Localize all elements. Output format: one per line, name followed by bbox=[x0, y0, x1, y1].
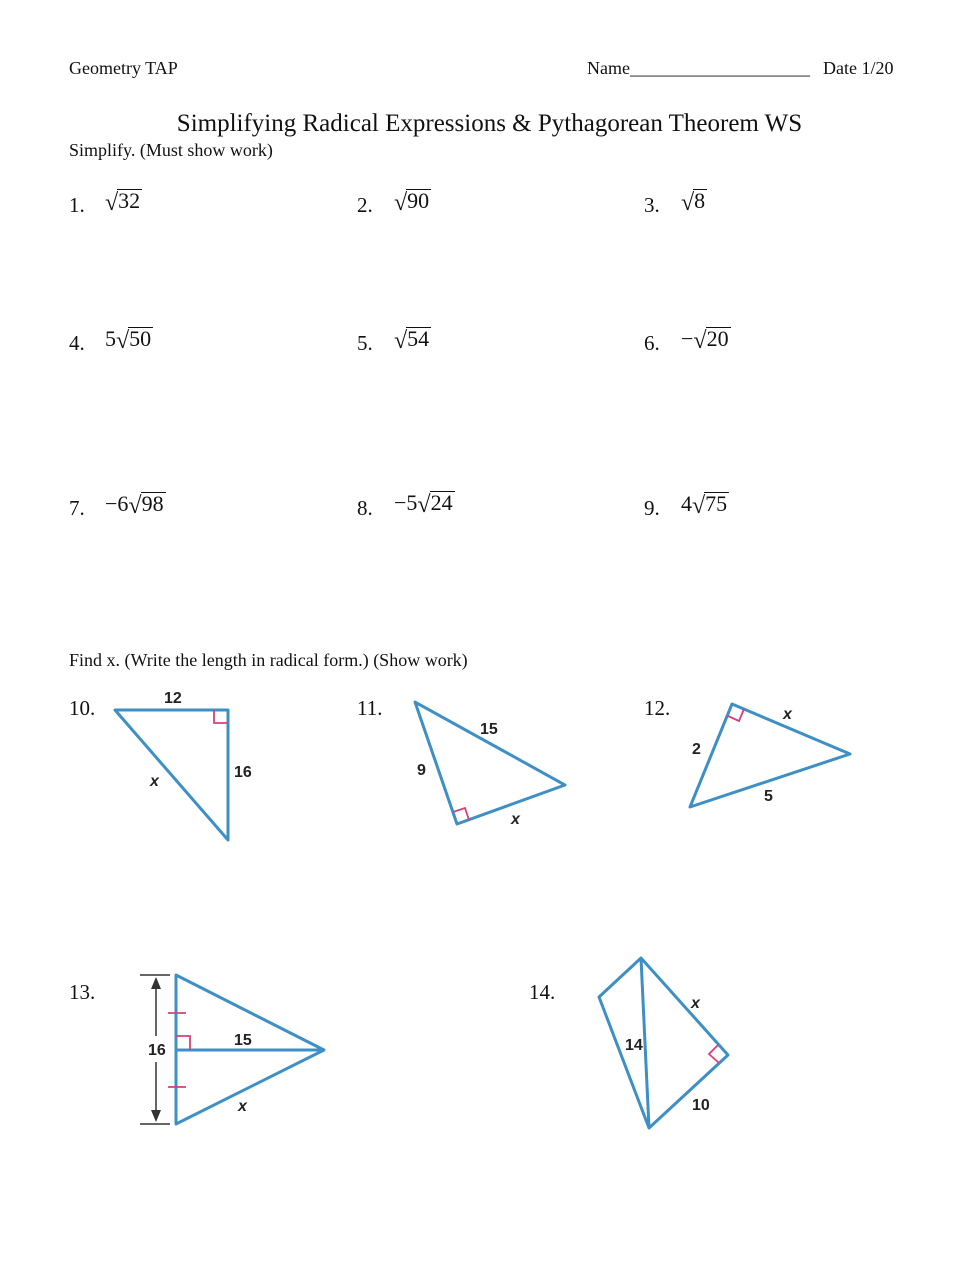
sqrt-symbol: √ bbox=[105, 190, 119, 216]
worksheet-title: Simplifying Radical Expressions & Pythagorean Theorem WS bbox=[176, 110, 803, 137]
sqrt-symbol: √ bbox=[681, 190, 695, 216]
sqrt-symbol: √ bbox=[417, 492, 431, 518]
radicand: 90 bbox=[407, 188, 430, 213]
sqrt-symbol: √ bbox=[692, 493, 706, 519]
side-label: 14 bbox=[625, 1037, 643, 1054]
name-field[interactable]: Name____________________ bbox=[587, 58, 810, 78]
side-label: 2 bbox=[692, 741, 701, 758]
side-label: x bbox=[691, 995, 700, 1012]
coefficient: 4 bbox=[681, 491, 692, 516]
triangle-figure-12 bbox=[690, 704, 850, 807]
problem-number: 6. bbox=[644, 331, 660, 355]
arrow-up-icon bbox=[151, 977, 161, 989]
triangle-outline bbox=[115, 710, 228, 840]
sqrt-symbol: √ bbox=[394, 328, 408, 354]
findx-instruction: Find x. (Write the length in radical form.) (Show work) bbox=[69, 650, 468, 670]
side-label: 16 bbox=[148, 1042, 166, 1059]
radicand: 54 bbox=[407, 326, 430, 351]
problem-number: 7. bbox=[69, 496, 85, 520]
problem-number: 5. bbox=[357, 331, 373, 355]
radicand: 32 bbox=[118, 188, 141, 213]
side-label: x bbox=[150, 773, 159, 790]
radicand: 50 bbox=[129, 326, 152, 351]
coefficient: 5 bbox=[105, 326, 116, 351]
quadrilateral-figure-14 bbox=[599, 958, 728, 1128]
problem-number: 2. bbox=[357, 193, 373, 217]
side-label: 9 bbox=[417, 762, 426, 779]
problem-number: 9. bbox=[644, 496, 660, 520]
coefficient: −6 bbox=[105, 491, 129, 516]
side-label: x bbox=[783, 706, 792, 723]
radicand: 98 bbox=[141, 491, 164, 516]
radicand: 75 bbox=[705, 491, 728, 516]
problem-number: 3. bbox=[644, 193, 660, 217]
problem-number: 1. bbox=[69, 193, 85, 217]
right-angle-mark bbox=[709, 1045, 719, 1063]
triangle-figure-11 bbox=[415, 702, 565, 828]
side-label: 5 bbox=[764, 788, 773, 805]
sqrt-symbol: √ bbox=[693, 328, 707, 354]
radicand: 8 bbox=[694, 188, 706, 213]
problem-number: 14. bbox=[529, 980, 556, 1004]
triangle-figure-10 bbox=[115, 690, 252, 840]
problem-number: 10. bbox=[69, 696, 96, 720]
arrow-down-icon bbox=[151, 1110, 161, 1122]
problem-number: 13. bbox=[69, 980, 96, 1004]
problem-number: 12. bbox=[644, 696, 671, 720]
course-name: Geometry TAP bbox=[69, 58, 178, 78]
side-label: x bbox=[238, 1098, 247, 1115]
radicand: 24 bbox=[430, 490, 453, 515]
problem-number: 4. bbox=[69, 331, 85, 355]
side-label: 10 bbox=[692, 1097, 710, 1114]
side-label: 15 bbox=[480, 721, 498, 738]
sqrt-symbol: √ bbox=[394, 190, 408, 216]
radicand: 20 bbox=[706, 326, 729, 351]
sqrt-symbol: √ bbox=[128, 493, 142, 519]
side-label: x bbox=[511, 811, 520, 828]
sqrt-symbol: √ bbox=[116, 328, 130, 354]
problem-number: 11. bbox=[357, 696, 383, 720]
right-angle-mark bbox=[214, 710, 228, 723]
coefficient: − bbox=[681, 326, 694, 351]
side-label: 16 bbox=[234, 764, 252, 781]
problem-number: 8. bbox=[357, 496, 373, 520]
date-label: Date 1/20 bbox=[823, 58, 894, 78]
side-label: 15 bbox=[234, 1032, 252, 1049]
right-angle-mark bbox=[176, 1036, 190, 1050]
side-label: 12 bbox=[164, 690, 182, 707]
coefficient: −5 bbox=[394, 490, 418, 515]
simplify-instruction: Simplify. (Must show work) bbox=[69, 140, 273, 160]
triangle-figure-13 bbox=[140, 975, 324, 1124]
